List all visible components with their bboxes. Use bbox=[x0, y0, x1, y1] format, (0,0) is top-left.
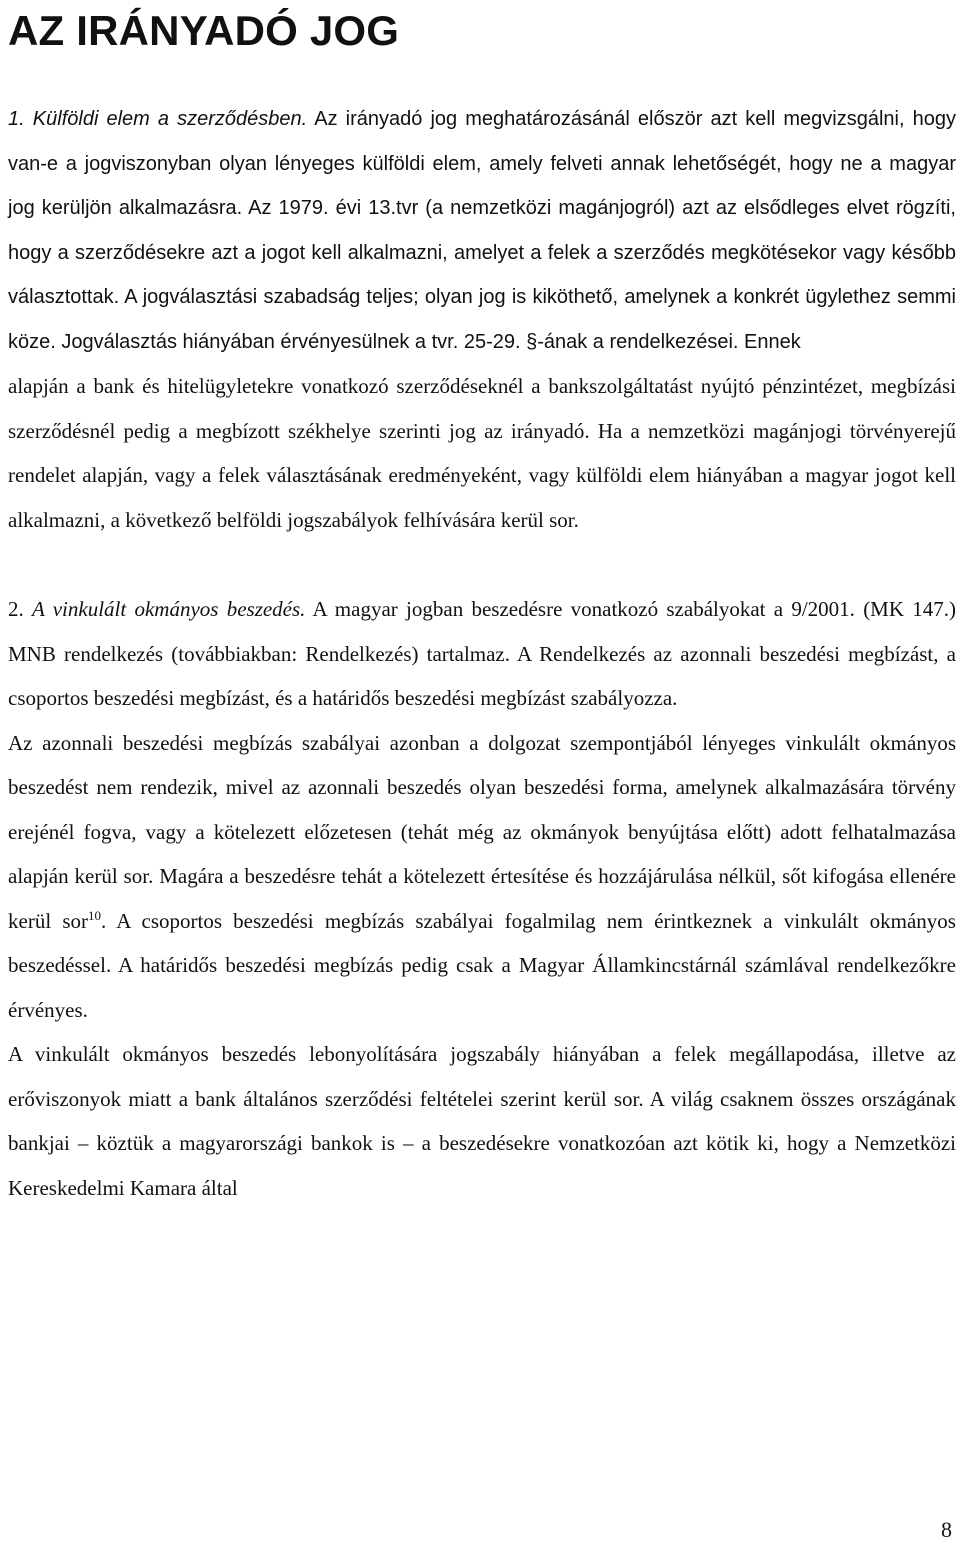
footnote-reference[interactable]: 10 bbox=[88, 907, 102, 923]
document-page bbox=[8, 0, 956, 1210]
section-1-continuation: alapján a bank és hitelügyletekre vonatkozó szerződéseknél a bankszolgáltatást nyújtó pénzintézet, megbízási szerződésnél pedig a megbízott székhelye szerinti jog az irányadó. Ha a nemzetközi magánjogi törvényerejű rendelet alapján, vagy a felek választásának eredményeként, vagy külföldi elem hiányában a magyar jogot kell alkalmazni, a következő belföldi jogszabályok felhívására kerül sor. bbox=[8, 374, 956, 532]
paragraph-2-text-before: Az azonnali beszedési megbízás szabályai azonban a dolgozat szempontjából lényeges vinkulált okmányos beszedést nem rendezik, mivel az azonnali beszedés olyan beszedési forma, amelynek alkalmazására törvény erejénél fogva, vagy a kötelezett előzetesen (tehát még az okmányok benyújtása előtt) adott felhatalmazása alapján kerül sor. Magára a beszedésre tehát a kötelezett értesítése és hozzájárulása nélkül, sőt kifogása ellenére kerül sor bbox=[8, 730, 956, 933]
section-2-paragraph-1 bbox=[8, 587, 956, 721]
section-2-paragraph-2 bbox=[8, 721, 956, 1033]
document-title: AZ IRÁNYADÓ JOG bbox=[8, 7, 400, 54]
section-2-heading: A vinkulált okmányos beszedés. bbox=[32, 597, 306, 621]
section-1-text: Az irányadó jog meghatározásánál először azt kell megvizsgálni, hogy van-e a jogviszonyban olyan lényeges külföldi elem, amely felveti annak lehetőségét, hogy ne a magyar jog kerüljön alkalmazásra. Az 1979. évi 13.tvr (a nemzetközi magánjogról) azt az elsődleges elvet rögzíti, hogy a szerződésekre azt a jogot kell alkalmazni, amelyet a felek a szerződés megkötésekor vagy később választottak. A jogválasztási szabadság teljes; olyan jog is kiköthető, amelynek a konkrét ügylethez semmi köze. Jogválasztás hiányában érvényesülnek a tvr. 25-29. §-ának a rendelkezései. Ennek bbox=[8, 108, 956, 353]
section-2-number: 2. bbox=[8, 597, 24, 621]
section-1-heading: Külföldi elem a szerződésben. bbox=[32, 108, 308, 130]
page-number: 8 bbox=[941, 1517, 952, 1542]
section-1-number: 1. bbox=[8, 108, 25, 130]
section-2-text: A magyar jogban beszedésre vonatkozó szabályokat a 9/2001. (MK 147.) MNB rendelkezés (továbbiakban: Rendelkezés) tartalmaz. A Rendelkezés az azonnali beszedési megbízást, a csoportos beszedési megbízást, és a határidős beszedési megbízást szabályozza. bbox=[8, 597, 957, 710]
section-2-paragraph-3: A vinkulált okmányos beszedés lebonyolítására jogszabály hiányában a felek megállapodása, illetve az erőviszonyok miatt a bank általános szerződési feltételei szerint kerül sor. A világ csaknem összes országának bankjai – köztük a magyarországi bankok is – a beszedésekre vonatkozóan azt kötik ki, hogy a Nemzetközi Kereskedelmi Kamara által bbox=[8, 1042, 956, 1200]
section-1-paragraph bbox=[8, 97, 956, 364]
paragraph-2-text-after: . A csoportos beszedési megbízás szabályai fogalmilag nem érintkeznek a vinkulált okmányos beszedéssel. A határidős beszedési megbízás pedig csak a Magyar Államkincstárnál számlával rendelkezőkre érvényes. bbox=[8, 908, 956, 1022]
